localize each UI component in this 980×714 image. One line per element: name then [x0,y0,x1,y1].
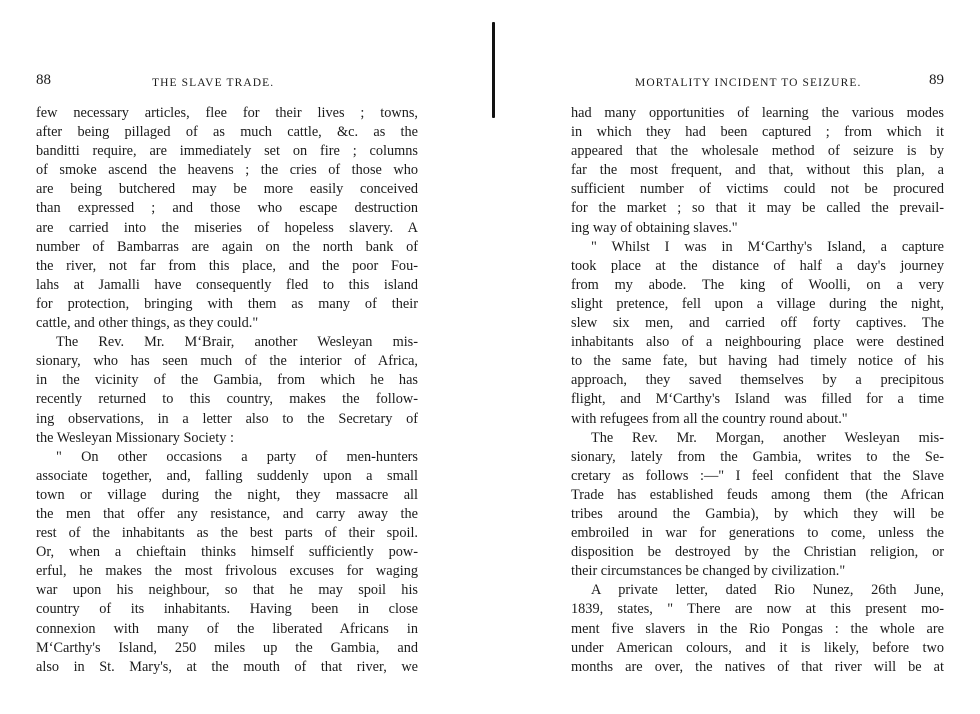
text-line: are carried into the miseries of hopeless slavery. A [36,219,418,236]
text-line: M‘Carthy's Island, 250 miles up the Gambia, and [36,639,418,656]
text-line: banditti require, are immediately set on fire ; columns [36,143,418,160]
text-line: took place at the distance of half a day's journey [571,257,944,274]
text-line: connexion with many of the liberated Africans in [36,620,418,637]
text-line: embroiled in war for generations to come, unless the [571,525,944,542]
text-line: with refugees from all the country round about." [571,410,848,427]
text-line: of smoke ascend the heavens ; the cries of those who [36,162,418,179]
text-line: for the market ; so that it may be called the prevail- [571,200,944,217]
gutter-shadow-mark [492,22,495,118]
text-line: associate together, and, falling suddenly upon a small [36,467,418,484]
text-line: lahs at Jamalli have consequently fled to this island [36,276,418,293]
text-line: are being butchered may be more easily conceived [36,181,418,198]
left-page [36,74,418,677]
text-line: A private letter, dated Rio Nunez, 26th June, [591,582,944,599]
text-line: " On other occasions a party of men-hunters [56,448,418,465]
text-line: war upon his neighbour, so that he may spoil his [36,582,418,599]
text-line: approach, they saved themselves by a precipitous [571,372,944,389]
text-line: their circumstances be changed by civilization." [571,563,846,580]
text-line: slight pretence, fell upon a village during the night, [571,295,944,312]
text-line: also in St. Mary's, at the mouth of that river, we [36,658,418,675]
left-page-text [36,104,418,677]
text-line: from my abode. The king of Woolli, on a very [571,276,944,293]
text-line: the Wesleyan Missionary Society : [36,429,234,446]
text-line: slew six men, and carried off forty captives. The [571,315,944,332]
text-line: inhabitants also of a neighbouring place were destined [571,334,944,351]
text-line: cretary as follows :—" I feel confident that the Slave [571,467,944,484]
text-line: ing observations, in a letter also to the Secretary of [36,410,418,427]
text-line: far the most frequent, and that, without this plan, a [571,162,944,179]
right-page [571,74,944,677]
right-page-number: 89 [929,72,944,88]
text-line: The Rev. Mr. Morgan, another Wesleyan mis- [591,429,944,446]
left-page-header [36,74,418,96]
text-line: ment five slavers in the Rio Pongas : the whole are [571,620,944,637]
text-line: sionary, lately from the Gambia, writes to the Se- [571,448,944,465]
text-line: for protection, bringing with them as many of their [36,295,418,312]
text-line: few necessary articles, flee for their lives ; towns, [36,105,418,121]
text-line: The Rev. Mr. M‘Brair, another Wesleyan mis- [56,334,418,351]
text-line: than expressed ; and those who escape destruction [36,200,418,217]
text-line: erful, he makes the most frivolous excuses for waging [36,563,418,580]
text-line: sufficient number of victims could not be procured [571,181,944,198]
text-line: 1839, states, " There are now at this present mo- [571,601,944,618]
left-page-number: 88 [36,72,51,88]
left-running-head: THE SLAVE TRADE. [152,77,275,89]
text-line: months are over, the natives of that river will be at [571,658,944,675]
text-line: the men that offer any resistance, and carry away the [36,505,418,522]
text-line: disposition be destroyed by the Christian religion, or [571,544,944,561]
text-line: sionary, who has seen much of the interior of Africa, [36,353,418,370]
text-line: rest of the inhabitants as the best parts of their spoil. [36,525,418,542]
text-line: in which they had been captured ; from which it [571,124,944,141]
text-line: town or village during the night, they massacre all [36,486,418,503]
text-line: appeared that the wholesale method of seizure is by [571,143,944,160]
text-line: after being pillaged of as much cattle, &c. as the [36,124,418,141]
text-line: cattle, and other things, as they could." [36,315,259,332]
text-line: Trade has established feuds among them (the African [571,486,944,503]
text-line: tribes around the Gambia), by which they will be [571,505,944,522]
text-line: recently returned to this country, makes the follow- [36,391,418,408]
text-line: under American colours, and it is likely, before two [571,639,944,656]
right-page-text [571,104,944,677]
text-line: had many opportunities of learning the various modes [571,105,944,121]
right-page-header [571,74,944,96]
text-line: number of Bambarras are again on the north bank of [36,238,418,255]
text-line: Or, when a chieftain thinks himself sufficiently pow- [36,544,418,561]
right-running-head: MORTALITY INCIDENT TO SEIZURE. [635,77,862,89]
text-line: in the vicinity of the Gambia, from which he has [36,372,418,389]
text-line: ing way of obtaining slaves." [571,219,738,236]
text-line: " Whilst I was in M‘Carthy's Island, a capture [591,238,944,255]
text-line: flight, and M‘Carthy's Island was filled for a time [571,391,944,408]
text-line: to the same fate, but having had timely notice of his [571,353,944,370]
text-line: country of its inhabitants. Having been in close [36,601,418,618]
text-line: the river, not far from this place, and the poor Fou- [36,257,418,274]
